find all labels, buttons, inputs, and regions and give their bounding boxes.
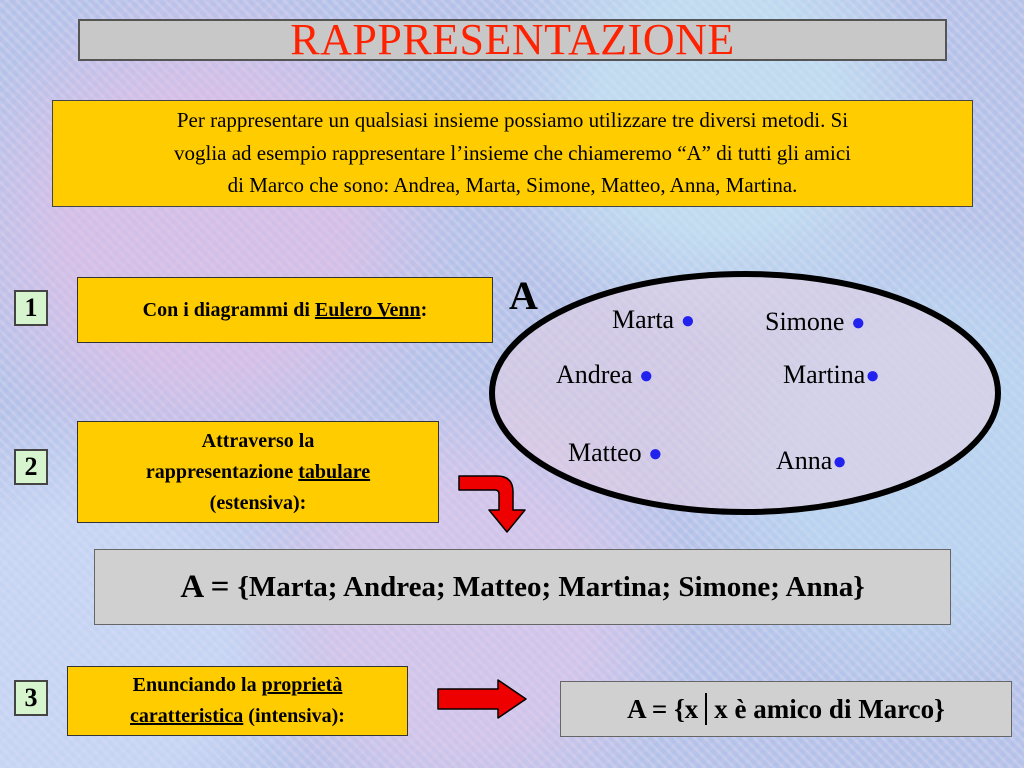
method3-proprieta: proprietà: [261, 674, 343, 696]
method1-eulero-venn: Eulero Venn: [314, 298, 421, 321]
venn-element-martina: [783, 360, 880, 390]
intensive-set-box: [560, 681, 1012, 737]
venn-set-label: A: [509, 273, 538, 318]
intro-line-2: voglia ad esempio rappresentare l’insieme che chiameremo “A” di tutti gli amici: [174, 140, 851, 165]
method3-intensiva: (intensiva):: [243, 705, 345, 727]
venn-label-anna: Anna: [776, 446, 833, 475]
venn-set-ellipse: [492, 274, 998, 512]
intro-line-3: di Marco che sono: Andrea, Marta, Simone, Matteo, Anna, Martina.: [227, 173, 798, 198]
intensive-rhs: x è amico di Marco}: [714, 693, 945, 724]
method2-line-2: rappresentazione: [145, 460, 299, 483]
method2-line-1: Attraverso la: [201, 429, 315, 452]
method1-colon: :: [420, 298, 428, 321]
method-number-2: 2: [14, 449, 48, 485]
method3-caratteristica: caratteristica: [130, 705, 244, 727]
method1-box: [77, 277, 493, 343]
venn-label-simone: Simone: [765, 307, 845, 336]
such-that-bar: [705, 693, 707, 725]
venn-label-martina: Martina: [783, 360, 866, 389]
method-number-1: 1: [14, 290, 48, 326]
venn-element-simone: [765, 307, 865, 337]
venn-element-matteo: [568, 438, 663, 468]
method2-line-3: (estensiva):: [209, 491, 307, 514]
tabular-set: {Marta; Andrea; Matteo; Martina; Simone; Anna}: [237, 570, 865, 603]
tabular-lhs: A =: [180, 568, 230, 605]
method2-tabulare: tabulare: [298, 460, 371, 483]
method2-box: [77, 421, 439, 523]
venn-element-andrea: [556, 360, 654, 390]
bullet-dot-icon: ●: [648, 441, 663, 467]
venn-element-marta: [612, 305, 695, 335]
method-number-3: 3: [14, 680, 48, 716]
bullet-dot-icon: ●: [865, 363, 880, 389]
venn-ellipse-graphic: [488, 268, 1004, 520]
venn-label-andrea: Andrea: [556, 360, 633, 389]
title-banner: [78, 15, 947, 64]
method3-text-1: Enunciando la: [132, 674, 262, 696]
venn-element-anna: [776, 446, 847, 476]
right-arrow-icon: [436, 678, 528, 722]
intro-line-1: Per rappresentare un qualsiasi insieme possiamo utilizzare tre diversi metodi. Si: [176, 108, 849, 132]
tabular-set-box: [94, 549, 951, 625]
venn-label-marta: Marta: [612, 305, 675, 334]
bullet-dot-icon: ●: [832, 449, 847, 475]
intensive-lhs: A = {x: [627, 693, 699, 724]
bullet-dot-icon: ●: [850, 310, 866, 336]
bullet-dot-icon: ●: [680, 308, 696, 334]
method3-box: [67, 666, 408, 736]
intro-box: [52, 100, 973, 207]
curved-arrow-icon: [455, 470, 535, 536]
venn-label-matteo: Matteo: [568, 438, 642, 467]
method1-text: Con i diagrammi di: [142, 298, 315, 321]
bullet-dot-icon: ●: [639, 363, 654, 389]
page-title: RAPPRESENTAZIONE: [290, 15, 735, 64]
